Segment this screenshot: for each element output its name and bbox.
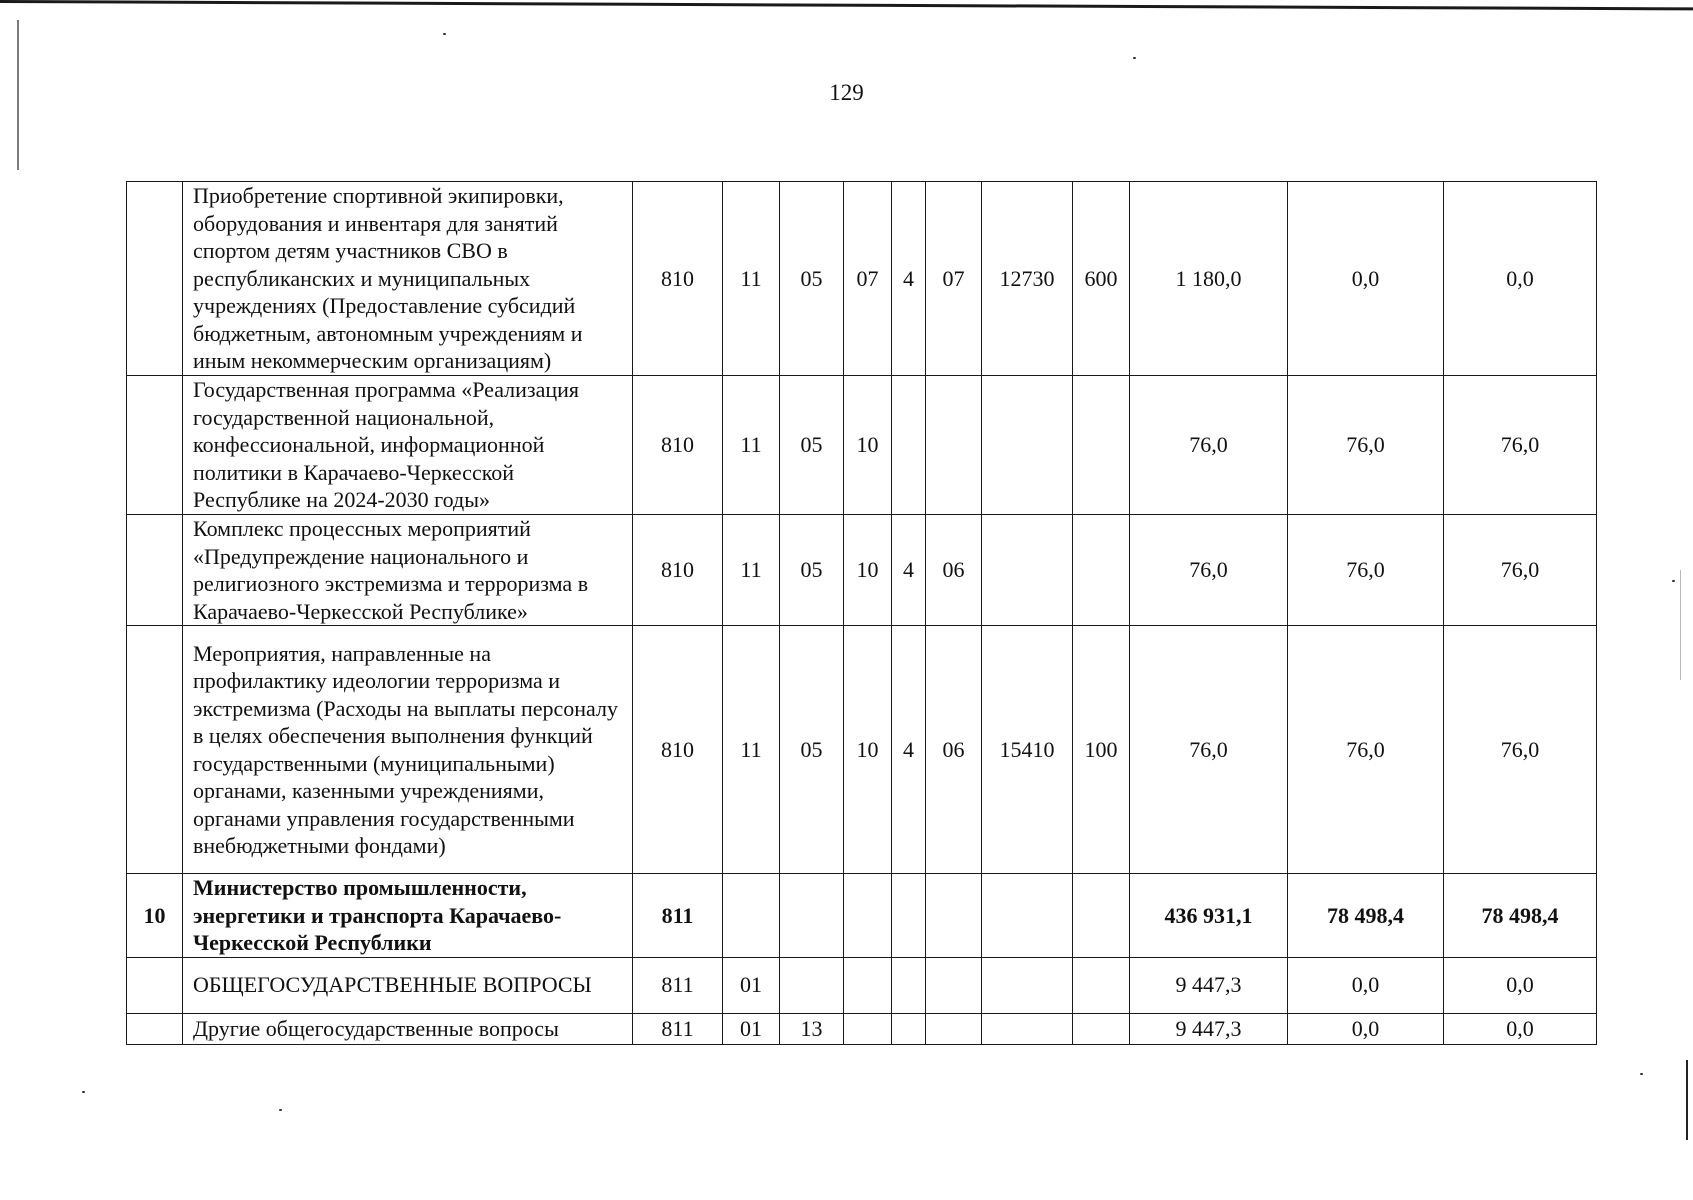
subsection-code: 05 [780,182,844,376]
amount-2: 0,0 [1288,957,1444,1013]
target-code-1: 10 [844,515,892,626]
target-code-4 [982,874,1073,958]
expense-type-code: 600 [1073,182,1130,376]
subsection-code [780,957,844,1013]
target-code-2: 4 [892,515,926,626]
amount-3: 76,0 [1444,626,1597,874]
target-code-2 [892,874,926,958]
target-code-4: 12730 [982,182,1073,376]
budget-table [126,181,1597,1045]
target-code-3: 06 [926,626,982,874]
dept-code: 811 [633,957,723,1013]
expense-type-code [1073,874,1130,958]
amount-3: 76,0 [1444,376,1597,515]
target-code-1: 10 [844,376,892,515]
expense-type-code [1073,1013,1130,1044]
amount-1: 76,0 [1130,626,1288,874]
row-number [127,376,183,515]
table-row [127,626,1597,874]
target-code-1: 07 [844,182,892,376]
subsection-code: 13 [780,1013,844,1044]
row-name: Мероприятия, направленные на профилактику идеологии терроризма и экстремизма (Расходы на выплаты персоналу в целях обеспечения выполнения функций государственными (муниципальными) органами, казенными учреждениями, органами управления государственными внебюджетными фондами) [183,626,633,874]
subsection-code: 05 [780,376,844,515]
target-code-2: 4 [892,182,926,376]
dept-code: 810 [633,376,723,515]
scan-edge-top [0,0,1693,23]
scan-speck [1672,580,1675,582]
row-name: Другие общегосударственные вопросы [183,1013,633,1044]
section-code: 11 [723,515,780,626]
dept-code: 811 [633,1013,723,1044]
row-number [127,515,183,626]
section-code: 01 [723,957,780,1013]
target-code-3 [926,874,982,958]
amount-3: 0,0 [1444,182,1597,376]
page-number: 129 [829,80,864,105]
amount-1: 9 447,3 [1130,1013,1288,1044]
scan-speck [1133,57,1136,59]
target-code-1: 10 [844,626,892,874]
row-name: Государственная программа «Реализация государственной национальной, конфессиональной, информационной политики в Карачаево-Черкесской Республике на 2024-2030 годы» [183,376,633,515]
amount-2: 76,0 [1288,376,1444,515]
expense-type-code [1073,376,1130,515]
subsection-code: 05 [780,626,844,874]
row-name: Приобретение спортивной экипировки, оборудования и инвентаря для занятий спортом детям участников СВО в республиканских и муниципальных учреждениях (Предоставление субсидий бюджетным, автономным учреждениям и иным некоммерческим организациям) [183,182,633,376]
amount-2: 78 498,4 [1288,874,1444,958]
dept-code: 810 [633,626,723,874]
amount-1: 76,0 [1130,376,1288,515]
amount-2: 76,0 [1288,515,1444,626]
target-code-3 [926,1013,982,1044]
amount-3: 0,0 [1444,957,1597,1013]
scan-speck [443,33,446,35]
row-number: 10 [127,874,183,958]
row-number [127,1013,183,1044]
target-code-4 [982,515,1073,626]
target-code-3: 06 [926,515,982,626]
section-code: 11 [723,376,780,515]
target-code-2 [892,957,926,1013]
amount-2: 0,0 [1288,182,1444,376]
table-row [127,1013,1597,1044]
scan-speck [82,1091,85,1093]
target-code-1 [844,874,892,958]
target-code-1 [844,957,892,1013]
row-name: Министерство промышленности, энергетики и транспорта Карачаево-Черкесской Республики [183,874,633,958]
target-code-4 [982,1013,1073,1044]
section-code [723,874,780,958]
target-code-4 [982,957,1073,1013]
dept-code: 811 [633,874,723,958]
table-row [127,874,1597,958]
amount-1: 1 180,0 [1130,182,1288,376]
scan-speck [1640,1073,1643,1075]
expense-type-code: 100 [1073,626,1130,874]
row-number [127,182,183,376]
amount-2: 0,0 [1288,1013,1444,1044]
dept-code: 810 [633,515,723,626]
target-code-4 [982,376,1073,515]
amount-1: 76,0 [1130,515,1288,626]
target-code-3 [926,957,982,1013]
table-row [127,515,1597,626]
amount-3: 78 498,4 [1444,874,1597,958]
amount-1: 9 447,3 [1130,957,1288,1013]
scan-mark-right [1680,570,1681,680]
target-code-3: 07 [926,182,982,376]
section-code: 11 [723,182,780,376]
section-code: 01 [723,1013,780,1044]
section-code: 11 [723,626,780,874]
amount-3: 76,0 [1444,515,1597,626]
expense-type-code [1073,957,1130,1013]
target-code-1 [844,1013,892,1044]
subsection-code [780,874,844,958]
amount-2: 76,0 [1288,626,1444,874]
row-number [127,957,183,1013]
table-row [127,182,1597,376]
row-number [127,626,183,874]
target-code-4: 15410 [982,626,1073,874]
target-code-2 [892,1013,926,1044]
scan-mark-right-bottom [1686,1060,1688,1140]
row-name: ОБЩЕГОСУДАРСТВЕННЫЕ ВОПРОСЫ [183,957,633,1013]
expense-type-code [1073,515,1130,626]
amount-3: 0,0 [1444,1013,1597,1044]
target-code-2 [892,376,926,515]
row-name: Комплекс процессных мероприятий «Предупреждение национального и религиозного экстремизма и терроризма в Карачаево-Черкесской Республике» [183,515,633,626]
target-code-2: 4 [892,626,926,874]
target-code-3 [926,376,982,515]
table-row [127,376,1597,515]
subsection-code: 05 [780,515,844,626]
dept-code: 810 [633,182,723,376]
amount-1: 436 931,1 [1130,874,1288,958]
scan-speck [279,1109,282,1111]
table-row [127,957,1597,1013]
